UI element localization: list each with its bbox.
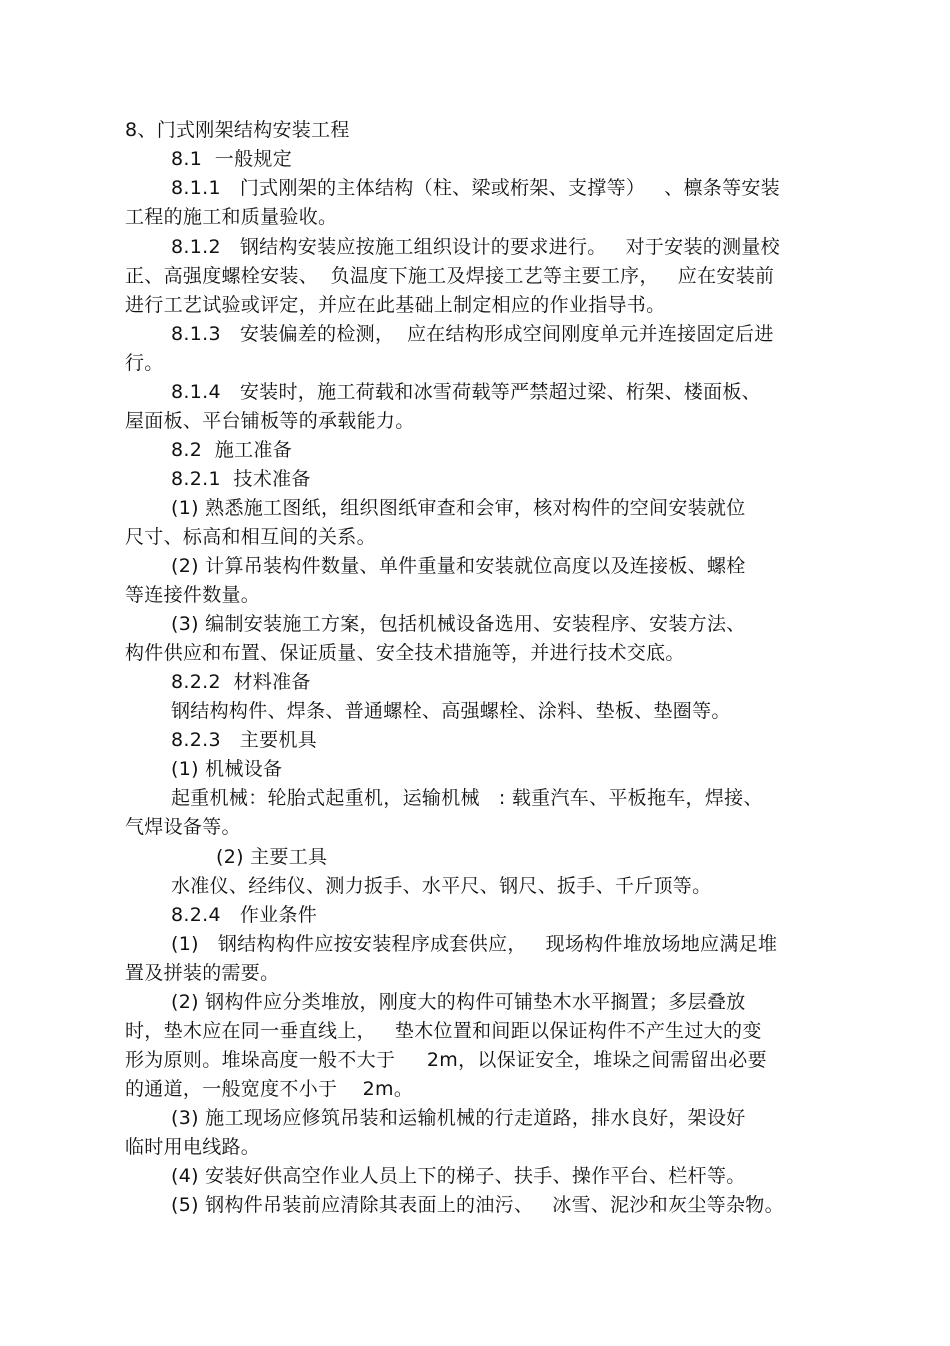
- paragraph-line: 工程的施工和质量验收。: [125, 206, 338, 228]
- paragraph-line: 水准仪、经纬仪、测力扳手、水平尺、钢尺、扳手、千斤顶等。: [171, 875, 712, 897]
- list-item-line: (2) 钢构件应分类堆放，刚度大的构件可铺垫木水平搁置；多层叠放: [171, 991, 746, 1013]
- subsection-heading: 8.2.1 技术准备: [171, 468, 311, 490]
- list-item-line: (4) 安装好供高空作业人员上下的梯子、扶手、操作平台、栏杆等。: [171, 1165, 746, 1187]
- list-item-line: 尺寸、标高和相互间的关系。: [125, 526, 376, 548]
- list-item-line: 构件供应和布置、保证质量、安全技术措施等，并进行技术交底。: [125, 642, 685, 664]
- paragraph-line: 8.1.3 安装偏差的检测， 应在结构形成空间刚度单元并连接固定后进: [171, 323, 774, 345]
- list-item-line: 等连接件数量。: [125, 584, 261, 606]
- subsection-heading: 8.2.4 作业条件: [171, 904, 318, 926]
- paragraph-line: 行。: [125, 352, 164, 374]
- subsection-heading: 8.2.2 材料准备: [171, 671, 311, 693]
- paragraph-line: 8.1.4 安装时，施工荷载和冰雪荷载等严禁超过梁、桁架、楼面板、: [171, 381, 761, 403]
- paragraph-line: 8.1.1 门式刚架的主体结构（柱、梁或桁架、支撑等） 、檩条等安装: [171, 177, 780, 199]
- paragraph-line: 8.1.2 钢结构安装应按施工组织设计的要求进行。 对于安装的测量校: [171, 236, 780, 258]
- paragraph-line: 气焊设备等。: [125, 816, 241, 838]
- paragraph-line: 起重机械：轮胎式起重机，运输机械 : 载重汽车、平板拖车，焊接、: [171, 787, 763, 809]
- list-item-line: (2) 主要工具: [216, 846, 328, 868]
- list-item-line: (1) 熟悉施工图纸，组织图纸审查和会审，核对构件的空间安装就位: [171, 497, 746, 519]
- list-item-line: (2) 计算吊装构件数量、单件重量和安装就位高度以及连接板、螺栓: [171, 555, 746, 577]
- paragraph-line: 进行工艺试验或评定，并应在此基础上制定相应的作业指导书。: [125, 294, 666, 316]
- list-item-line: (1) 钢结构构件应按安装程序成套供应， 现场构件堆放场地应满足堆: [171, 933, 778, 955]
- subsection-heading: 8.2 施工准备: [171, 439, 292, 461]
- list-item-line: (3) 施工现场应修筑吊装和运输机械的行走道路，排水良好，架设好: [171, 1107, 746, 1129]
- paragraph-line: 钢结构构件、焊条、普通螺栓、高强螺栓、涂料、垫板、垫圈等。: [171, 700, 731, 722]
- paragraph-line: 屋面板、平台铺板等的承载能力。: [125, 410, 415, 432]
- list-item-line: 置及拼装的需要。: [125, 962, 280, 984]
- list-item-line: 的通道，一般宽度不小于 2m。: [125, 1078, 414, 1100]
- list-item-line: 形为原则。堆垛高度一般不大于 2m，以保证安全，堆垛之间需留出必要: [125, 1049, 767, 1071]
- list-item-line: 时，垫木应在同一垂直线上， 垫木位置和间距以保证构件不产生过大的变: [125, 1020, 762, 1042]
- section-heading: 8、门式刚架结构安装工程: [125, 119, 350, 141]
- list-item-line: (1) 机械设备: [171, 758, 283, 780]
- list-item-line: (3) 编制安装施工方案，包括机械设备选用、安装程序、安装方法、: [171, 613, 746, 635]
- list-item-line: 临时用电线路。: [125, 1136, 261, 1158]
- subsection-heading: 8.2.3 主要机具: [171, 729, 318, 751]
- paragraph-line: 正、高强度螺栓安装、 负温度下施工及焊接工艺等主要工序， 应在安装前: [125, 265, 775, 287]
- subsection-heading: 8.1 一般规定: [171, 148, 292, 170]
- list-item-line: (5) 钢构件吊装前应清除其表面上的油污、 冰雪、泥沙和灰尘等杂物。: [171, 1194, 784, 1216]
